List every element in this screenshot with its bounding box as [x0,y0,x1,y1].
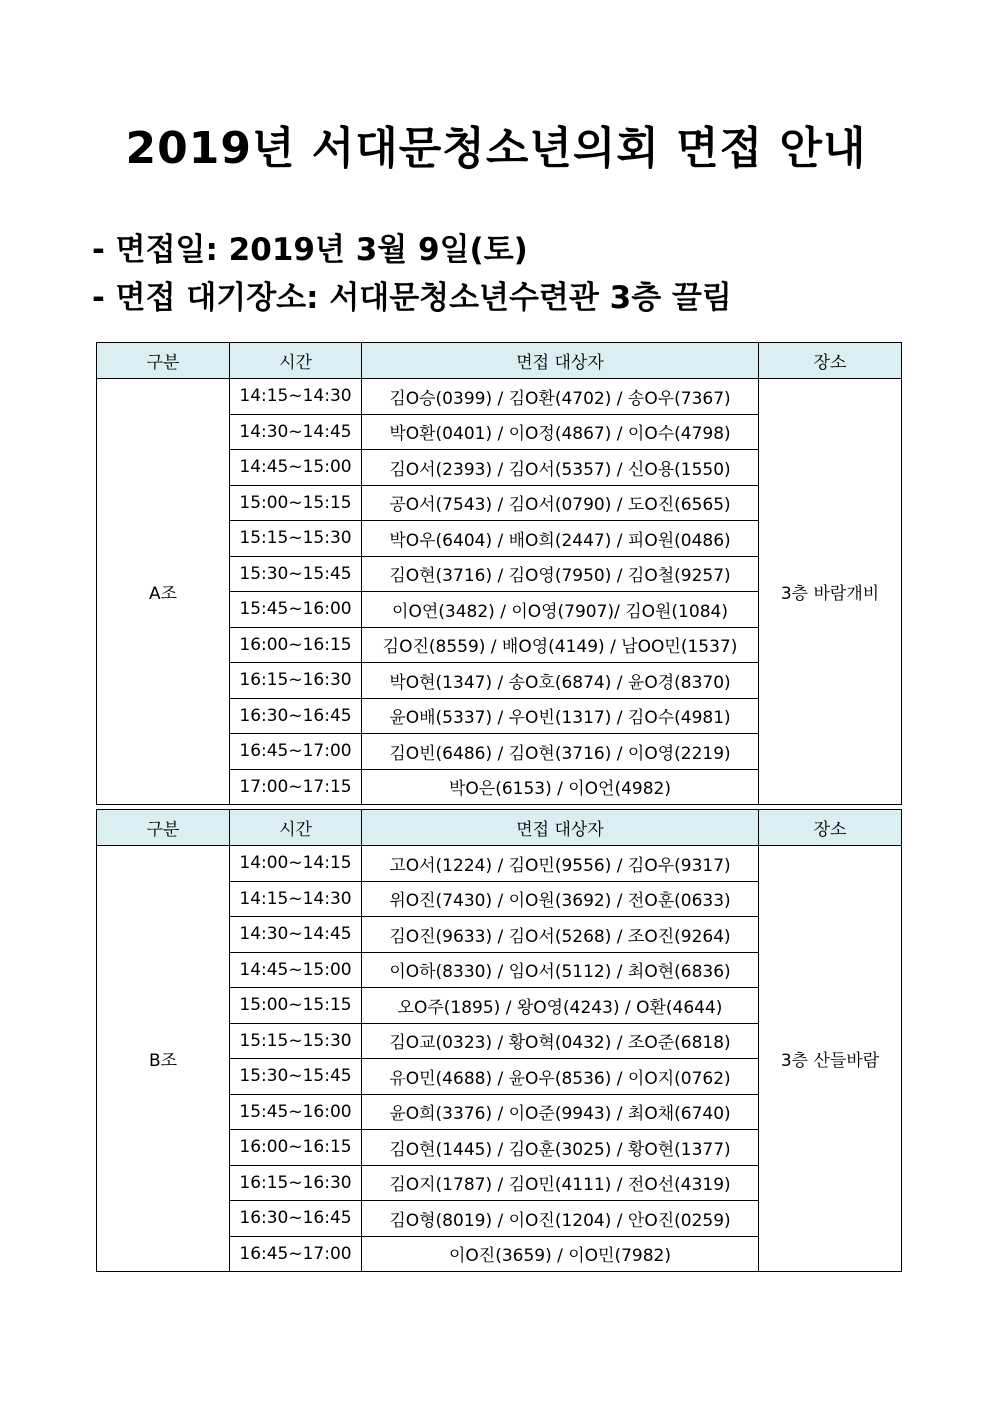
candidates-cell: 이O하(8330) / 임O서(5112) / 최O현(6836) [362,952,759,988]
time-cell: 14:30~14:45 [230,917,362,953]
header-time: 시간 [230,810,362,846]
candidates-cell: 박O우(6404) / 배O희(2447) / 피O원(0486) [362,521,759,557]
table-row [97,379,902,415]
group-b-table [96,809,902,1272]
candidates-cell: 김O현(1445) / 김O훈(3025) / 황O현(1377) [362,1130,759,1166]
header-candidates: 면접 대상자 [362,810,759,846]
candidates-cell: 이O진(3659) / 이O민(7982) [362,1236,759,1272]
time-cell: 15:45~16:00 [230,592,362,628]
group-name: A조 [97,379,230,805]
time-cell: 14:45~15:00 [230,952,362,988]
candidates-cell: 위O진(7430) / 이O원(3692) / 전O훈(0633) [362,881,759,917]
candidates-cell: 윤O배(5337) / 우O빈(1317) / 김O수(4981) [362,698,759,734]
time-cell: 17:00~17:15 [230,769,362,805]
header-group: 구분 [97,343,230,379]
time-cell: 15:45~16:00 [230,1094,362,1130]
table-row [97,846,902,882]
time-cell: 14:15~14:30 [230,379,362,415]
header-place: 장소 [759,343,902,379]
interview-date: - 면접일: 2019년 3월 9일(토) [92,232,528,268]
time-cell: 16:45~17:00 [230,734,362,770]
time-cell: 15:15~15:30 [230,521,362,557]
candidates-cell: 오O주(1895) / 왕O영(4243) / O환(4644) [362,988,759,1024]
candidates-cell: 유O민(4688) / 윤O우(8536) / 이O지(0762) [362,1059,759,1095]
time-cell: 16:00~16:15 [230,627,362,663]
time-cell: 16:45~17:00 [230,1236,362,1272]
header-candidates: 면접 대상자 [362,343,759,379]
candidates-cell: 고O서(1224) / 김O민(9556) / 김O우(9317) [362,846,759,882]
candidates-cell: 김O빈(6486) / 김O현(3716) / 이O영(2219) [362,734,759,770]
candidates-cell: 김O진(8559) / 배O영(4149) / 남OO민(1537) [362,627,759,663]
candidates-cell: 공O서(7543) / 김O서(0790) / 도O진(6565) [362,485,759,521]
time-cell: 16:30~16:45 [230,1201,362,1237]
group-place: 3층 바람개비 [759,379,902,805]
candidates-cell: 김O교(0323) / 황O혁(0432) / 조O준(6818) [362,1023,759,1059]
candidates-cell: 이O연(3482) / 이O영(7907)/ 김O원(1084) [362,592,759,628]
candidates-cell: 김O형(8019) / 이O진(1204) / 안O진(0259) [362,1201,759,1237]
group-a-table [96,342,902,805]
group-name: B조 [97,846,230,1272]
candidates-cell: 김O현(3716) / 김O영(7950) / 김O철(9257) [362,556,759,592]
time-cell: 14:45~15:00 [230,450,362,486]
time-cell: 16:00~16:15 [230,1130,362,1166]
header-time: 시간 [230,343,362,379]
time-cell: 15:30~15:45 [230,556,362,592]
time-cell: 16:30~16:45 [230,698,362,734]
candidates-cell: 김O진(9633) / 김O서(5268) / 조O진(9264) [362,917,759,953]
time-cell: 14:30~14:45 [230,414,362,450]
candidates-cell: 김O지(1787) / 김O민(4111) / 전O선(4319) [362,1165,759,1201]
candidates-cell: 윤O희(3376) / 이O준(9943) / 최O채(6740) [362,1094,759,1130]
time-cell: 16:15~16:30 [230,1165,362,1201]
waiting-place: - 면접 대기장소: 서대문청소년수련관 3층 끌림 [92,280,732,316]
candidates-cell: 김O서(2393) / 김O서(5357) / 신O용(1550) [362,450,759,486]
time-cell: 15:00~15:15 [230,988,362,1024]
candidates-cell: 박O환(0401) / 이O정(4867) / 이O수(4798) [362,414,759,450]
candidates-cell: 박O현(1347) / 송O호(6874) / 윤O경(8370) [362,663,759,699]
header-group: 구분 [97,810,230,846]
time-cell: 15:15~15:30 [230,1023,362,1059]
candidates-cell: 박O은(6153) / 이O언(4982) [362,769,759,805]
candidates-cell: 김O승(0399) / 김O환(4702) / 송O우(7367) [362,379,759,415]
header-place: 장소 [759,810,902,846]
table-header-row [97,810,902,846]
time-cell: 14:15~14:30 [230,881,362,917]
group-place: 3층 산들바람 [759,846,902,1272]
time-cell: 16:15~16:30 [230,663,362,699]
table-header-row [97,343,902,379]
time-cell: 15:30~15:45 [230,1059,362,1095]
time-cell: 14:00~14:15 [230,846,362,882]
time-cell: 15:00~15:15 [230,485,362,521]
page-title: 2019년 서대문청소년의회 면접 안내 [125,123,867,174]
